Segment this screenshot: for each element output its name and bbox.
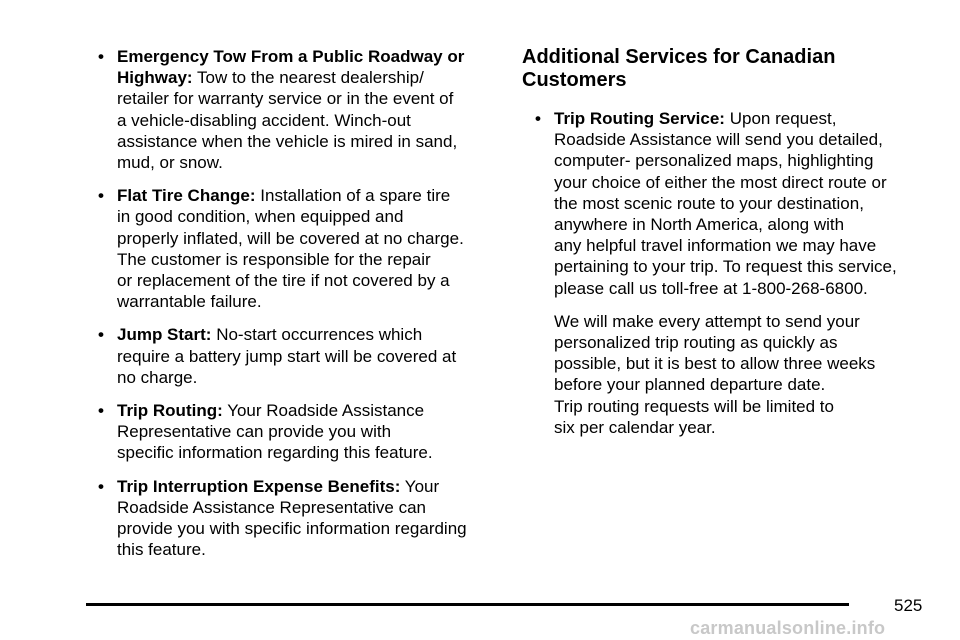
item-text: Installation of a spare tire xyxy=(260,186,451,206)
heading-line: Additional Services for Canadian xyxy=(522,46,836,68)
item-term: Trip Routing Service: xyxy=(554,109,725,128)
section-heading xyxy=(522,46,922,92)
item-text: pertaining to your trip. To request this service, xyxy=(554,257,897,277)
routing-paragraph xyxy=(535,311,922,438)
item-text: Your Roadside Assistance xyxy=(227,401,425,421)
item-text: The customer is responsible for the repair xyxy=(117,249,431,269)
item-text: or replacement of the tire if not covered by a xyxy=(117,271,450,291)
item-text: properly inflated, will be covered at no charge. xyxy=(117,228,464,248)
item-text: provide you with specific information regarding xyxy=(117,519,467,539)
list-item-flat-tire xyxy=(98,185,498,312)
item-text: No-start occurrences which xyxy=(216,325,423,345)
item-text: your choice of either the most direct route or xyxy=(554,172,887,192)
item-text: Roadside Assistance Representative can xyxy=(117,497,427,517)
para-text: personalized trip routing as quickly as xyxy=(554,333,838,353)
item-text: Your xyxy=(404,476,440,496)
item-text: anywhere in North America, along with xyxy=(554,215,845,235)
item-term: Trip Routing: xyxy=(117,401,223,421)
para-text: We will make every attempt to send your xyxy=(554,311,860,331)
item-text: specific information regarding this feature. xyxy=(117,443,433,463)
item-text: in good condition, when equipped and xyxy=(117,207,404,227)
item-text: computer- personalized maps, highlighting xyxy=(554,151,874,171)
bullet-icon: • xyxy=(98,186,104,206)
item-text: Roadside Assistance will send you detailed, xyxy=(554,130,883,150)
left-column xyxy=(98,46,498,572)
item-term: Highway: xyxy=(117,68,193,88)
item-text: warrantable failure. xyxy=(117,292,262,312)
item-text: a vehicle-disabling accident. Winch-out xyxy=(117,110,411,130)
list-item-trip-routing-service xyxy=(535,108,922,299)
watermark: carmanualsonline.info xyxy=(690,618,886,638)
page-number: 525 xyxy=(894,596,923,615)
footer-rule xyxy=(86,603,849,606)
item-text: any helpful travel information we may have xyxy=(554,236,877,256)
item-text: Representative can provide you with xyxy=(117,422,392,442)
item-text: please call us toll-free at 1-800-268-6800. xyxy=(554,278,868,298)
canadian-services-list xyxy=(522,108,922,438)
right-column xyxy=(522,46,922,438)
item-text: retailer for warranty service or in the event of xyxy=(117,89,454,109)
list-item-emergency-tow xyxy=(98,46,498,173)
bullet-icon: • xyxy=(98,476,104,496)
bullet-icon: • xyxy=(535,109,541,128)
list-item-trip-interruption xyxy=(98,476,498,561)
para-text: possible, but it is best to allow three weeks xyxy=(554,354,876,374)
item-text: require a battery jump start will be covered at xyxy=(117,346,457,366)
item-text: Upon request, xyxy=(729,109,837,128)
item-term: Emergency Tow From a Public Roadway or xyxy=(117,47,465,66)
para-text: before your planned departure date. xyxy=(554,375,826,395)
list-item-trip-routing xyxy=(98,400,498,464)
item-term: Jump Start: xyxy=(117,325,212,345)
item-term: Trip Interruption Expense Benefits: xyxy=(117,476,401,496)
bullet-icon: • xyxy=(98,325,104,345)
para-text: six per calendar year. xyxy=(554,417,716,437)
item-text: Tow to the nearest dealership/ xyxy=(196,68,424,88)
item-text: assistance when the vehicle is mired in sand, xyxy=(117,131,458,151)
item-text: the most scenic route to your destination, xyxy=(554,193,864,213)
list-item-jump-start xyxy=(98,324,498,388)
bullet-icon: • xyxy=(98,401,104,421)
item-text: this feature. xyxy=(117,540,206,560)
bullet-icon: • xyxy=(98,47,104,66)
item-text: mud, or snow. xyxy=(117,153,223,173)
heading-line: Customers xyxy=(522,69,627,91)
para-text: Trip routing requests will be limited to xyxy=(554,396,834,416)
item-term: Flat Tire Change: xyxy=(117,186,256,206)
item-text: no charge. xyxy=(117,367,198,387)
